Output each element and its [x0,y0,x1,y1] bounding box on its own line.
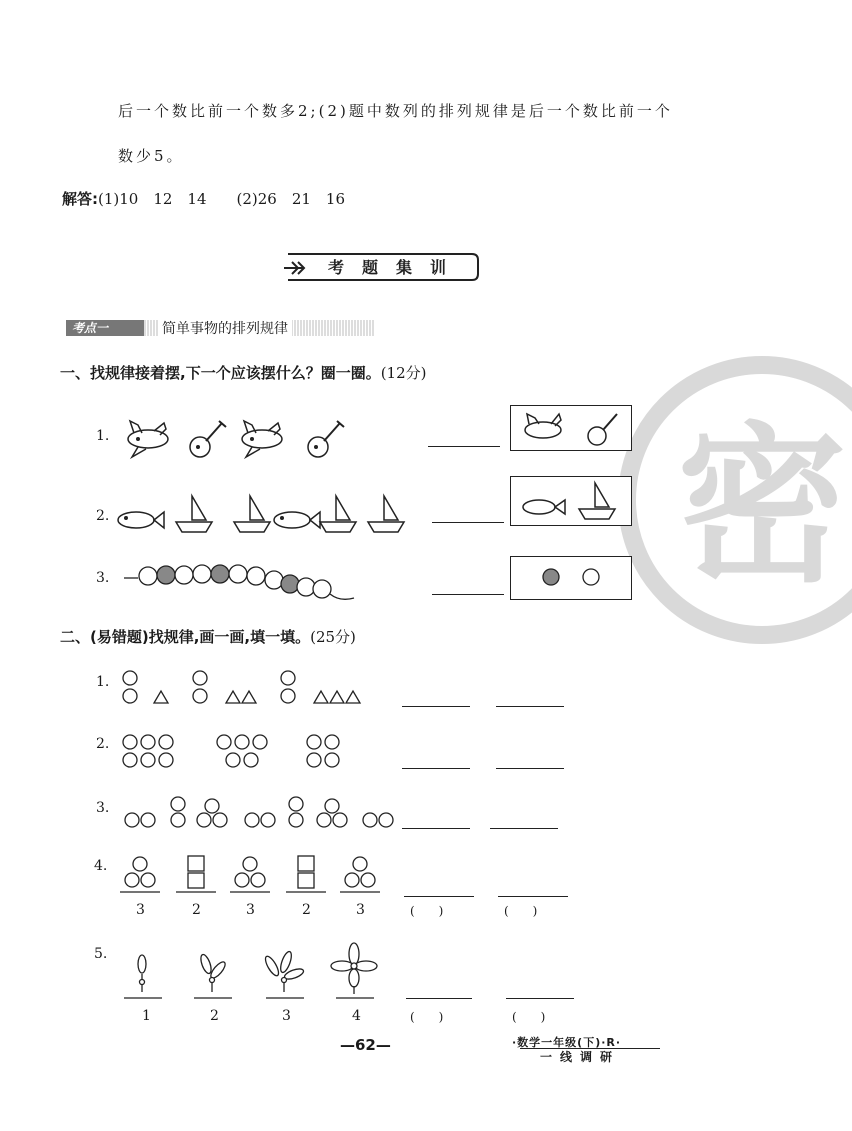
bead-gray [211,565,229,583]
footer-series: ·数学一年级(下)·R· [512,1036,622,1049]
airplane-icon [242,421,282,457]
guitar-icon [308,421,344,457]
flower-3-petal-icon [263,950,305,992]
q2-row-5-blank-a[interactable] [406,998,472,999]
q2-item-1-number: 1. [96,674,110,690]
q1-row-1-options[interactable] [510,405,632,451]
q2-item-2-number: 2. [96,736,110,752]
q2-row-5-label-1: 1 [142,1008,151,1024]
circle-shape [193,671,207,685]
q2-row-5-paren-a[interactable]: ( ) [410,1010,444,1024]
sailboat-option-icon [579,483,615,519]
bead-white [139,567,157,585]
bead-white [247,567,265,585]
q2-row-1-blank-b[interactable] [496,706,564,707]
question-2-title [60,626,356,647]
q2-row-4-paren-b[interactable]: ( ) [504,904,538,918]
section-tag: 考点一 [66,320,144,336]
airplane-option-icon [525,414,561,438]
question-2-points: (25分) [310,628,356,646]
section-title: 简单事物的排列规律 [158,318,292,338]
bead-white [193,565,211,583]
answer-line [62,188,345,209]
q2-row-2-blank-b[interactable] [496,768,564,769]
fish-option-icon [523,500,565,514]
guitar-icon [190,421,226,457]
flower-4-petal-icon [331,943,377,994]
intro-line-2: 数少5。 [118,147,185,165]
circle-shape [123,689,137,703]
bead-gray [157,566,175,584]
q2-row-5-flowers [122,940,382,1000]
q2-row-2-pattern [120,732,360,772]
q2-row-4-blank-b[interactable] [498,896,568,897]
fish-icon [118,512,164,528]
bead-white [229,565,247,583]
q2-row-5-label-2: 2 [210,1008,219,1024]
question-1-title [60,362,427,383]
fish-icon [274,512,320,528]
gray-bead-option [543,569,559,585]
q2-row-3-blank-a[interactable] [402,828,470,829]
triangle-shape [314,691,360,703]
question-2-text: 二、(易错题)找规律,画一画,填一填。 [60,628,311,646]
q2-row-4-label-1: 3 [136,902,145,918]
q1-row-3-blank[interactable] [432,594,504,595]
airplane-icon [128,421,168,457]
q2-row-1-blank-a[interactable] [402,706,470,707]
circle-shape [281,689,295,703]
section-banner [280,250,480,284]
q1-item-2-number: 2. [96,508,110,524]
sailboat-icon [320,496,356,532]
sailboat-icon [234,496,270,532]
q2-row-4-paren-a[interactable]: ( ) [410,904,444,918]
q1-item-1-number: 1. [96,428,110,444]
q1-row-3-beads [124,562,364,602]
answer-label: 解答: [62,190,98,208]
q2-row-4-label-5: 3 [356,902,365,918]
circle-shape [123,671,137,685]
bead-white [297,578,315,596]
q2-row-4-label-3: 3 [246,902,255,918]
footer-brand: 一线调研 [540,1050,621,1064]
q1-row-1-pattern [124,415,354,465]
white-bead-option [583,569,599,585]
watermark-stamp [612,340,852,660]
watermark-glyph: 密 [676,408,848,606]
question-1-points: (12分) [380,364,427,382]
q2-row-5-label-4: 4 [352,1008,361,1024]
bead-gray [281,575,299,593]
q2-row-2-blank-a[interactable] [402,768,470,769]
q1-row-2-pattern [114,490,414,540]
triangle-shape [154,691,168,703]
q2-row-3-blank-b[interactable] [490,828,558,829]
triangle-shape [226,691,256,703]
flower-2-petal-icon [199,953,228,992]
sailboat-icon [176,496,212,532]
q1-row-3-options[interactable] [510,556,632,600]
q2-row-4-label-2: 2 [192,902,201,918]
question-1-text: 一、找规律接着摆,下一个应该摆什么？圈一圈。 [60,364,381,382]
q2-row-3-pattern [120,794,400,834]
q2-row-5-paren-b[interactable]: ( ) [512,1010,546,1024]
section-header [66,318,376,338]
q1-row-2-options[interactable] [510,476,632,526]
q1-row-2-blank[interactable] [432,522,504,523]
q2-row-4-label-4: 2 [302,902,311,918]
bead-white [265,571,283,589]
guitar-option-icon [588,414,617,445]
bead-white [175,566,193,584]
circle-shape [193,689,207,703]
q2-item-5-number: 5. [94,946,108,962]
q2-row-4-pattern [120,854,380,898]
answer-text: (1)10 12 14 (2)26 21 16 [98,190,346,208]
bead-white [313,580,331,598]
q2-row-4-blank-a[interactable] [404,896,474,897]
sailboat-icon [368,496,404,532]
q1-item-3-number: 3. [96,570,110,586]
flower-1-petal-icon [138,955,146,992]
q2-item-3-number: 3. [96,800,110,816]
banner-title: 考题集训 [328,258,465,277]
q1-row-1-blank[interactable] [428,446,500,447]
intro-line-1: 后一个数比前一个数多2;(2)题中数列的排列规律是后一个数比前一个 [118,102,673,120]
q2-row-1-pattern [118,668,378,708]
page-number: —62— [340,1036,391,1054]
q2-item-4-number: 4. [94,858,108,874]
circle-shape [281,671,295,685]
q2-row-5-label-3: 3 [282,1008,291,1024]
q2-row-5-blank-b[interactable] [506,998,574,999]
